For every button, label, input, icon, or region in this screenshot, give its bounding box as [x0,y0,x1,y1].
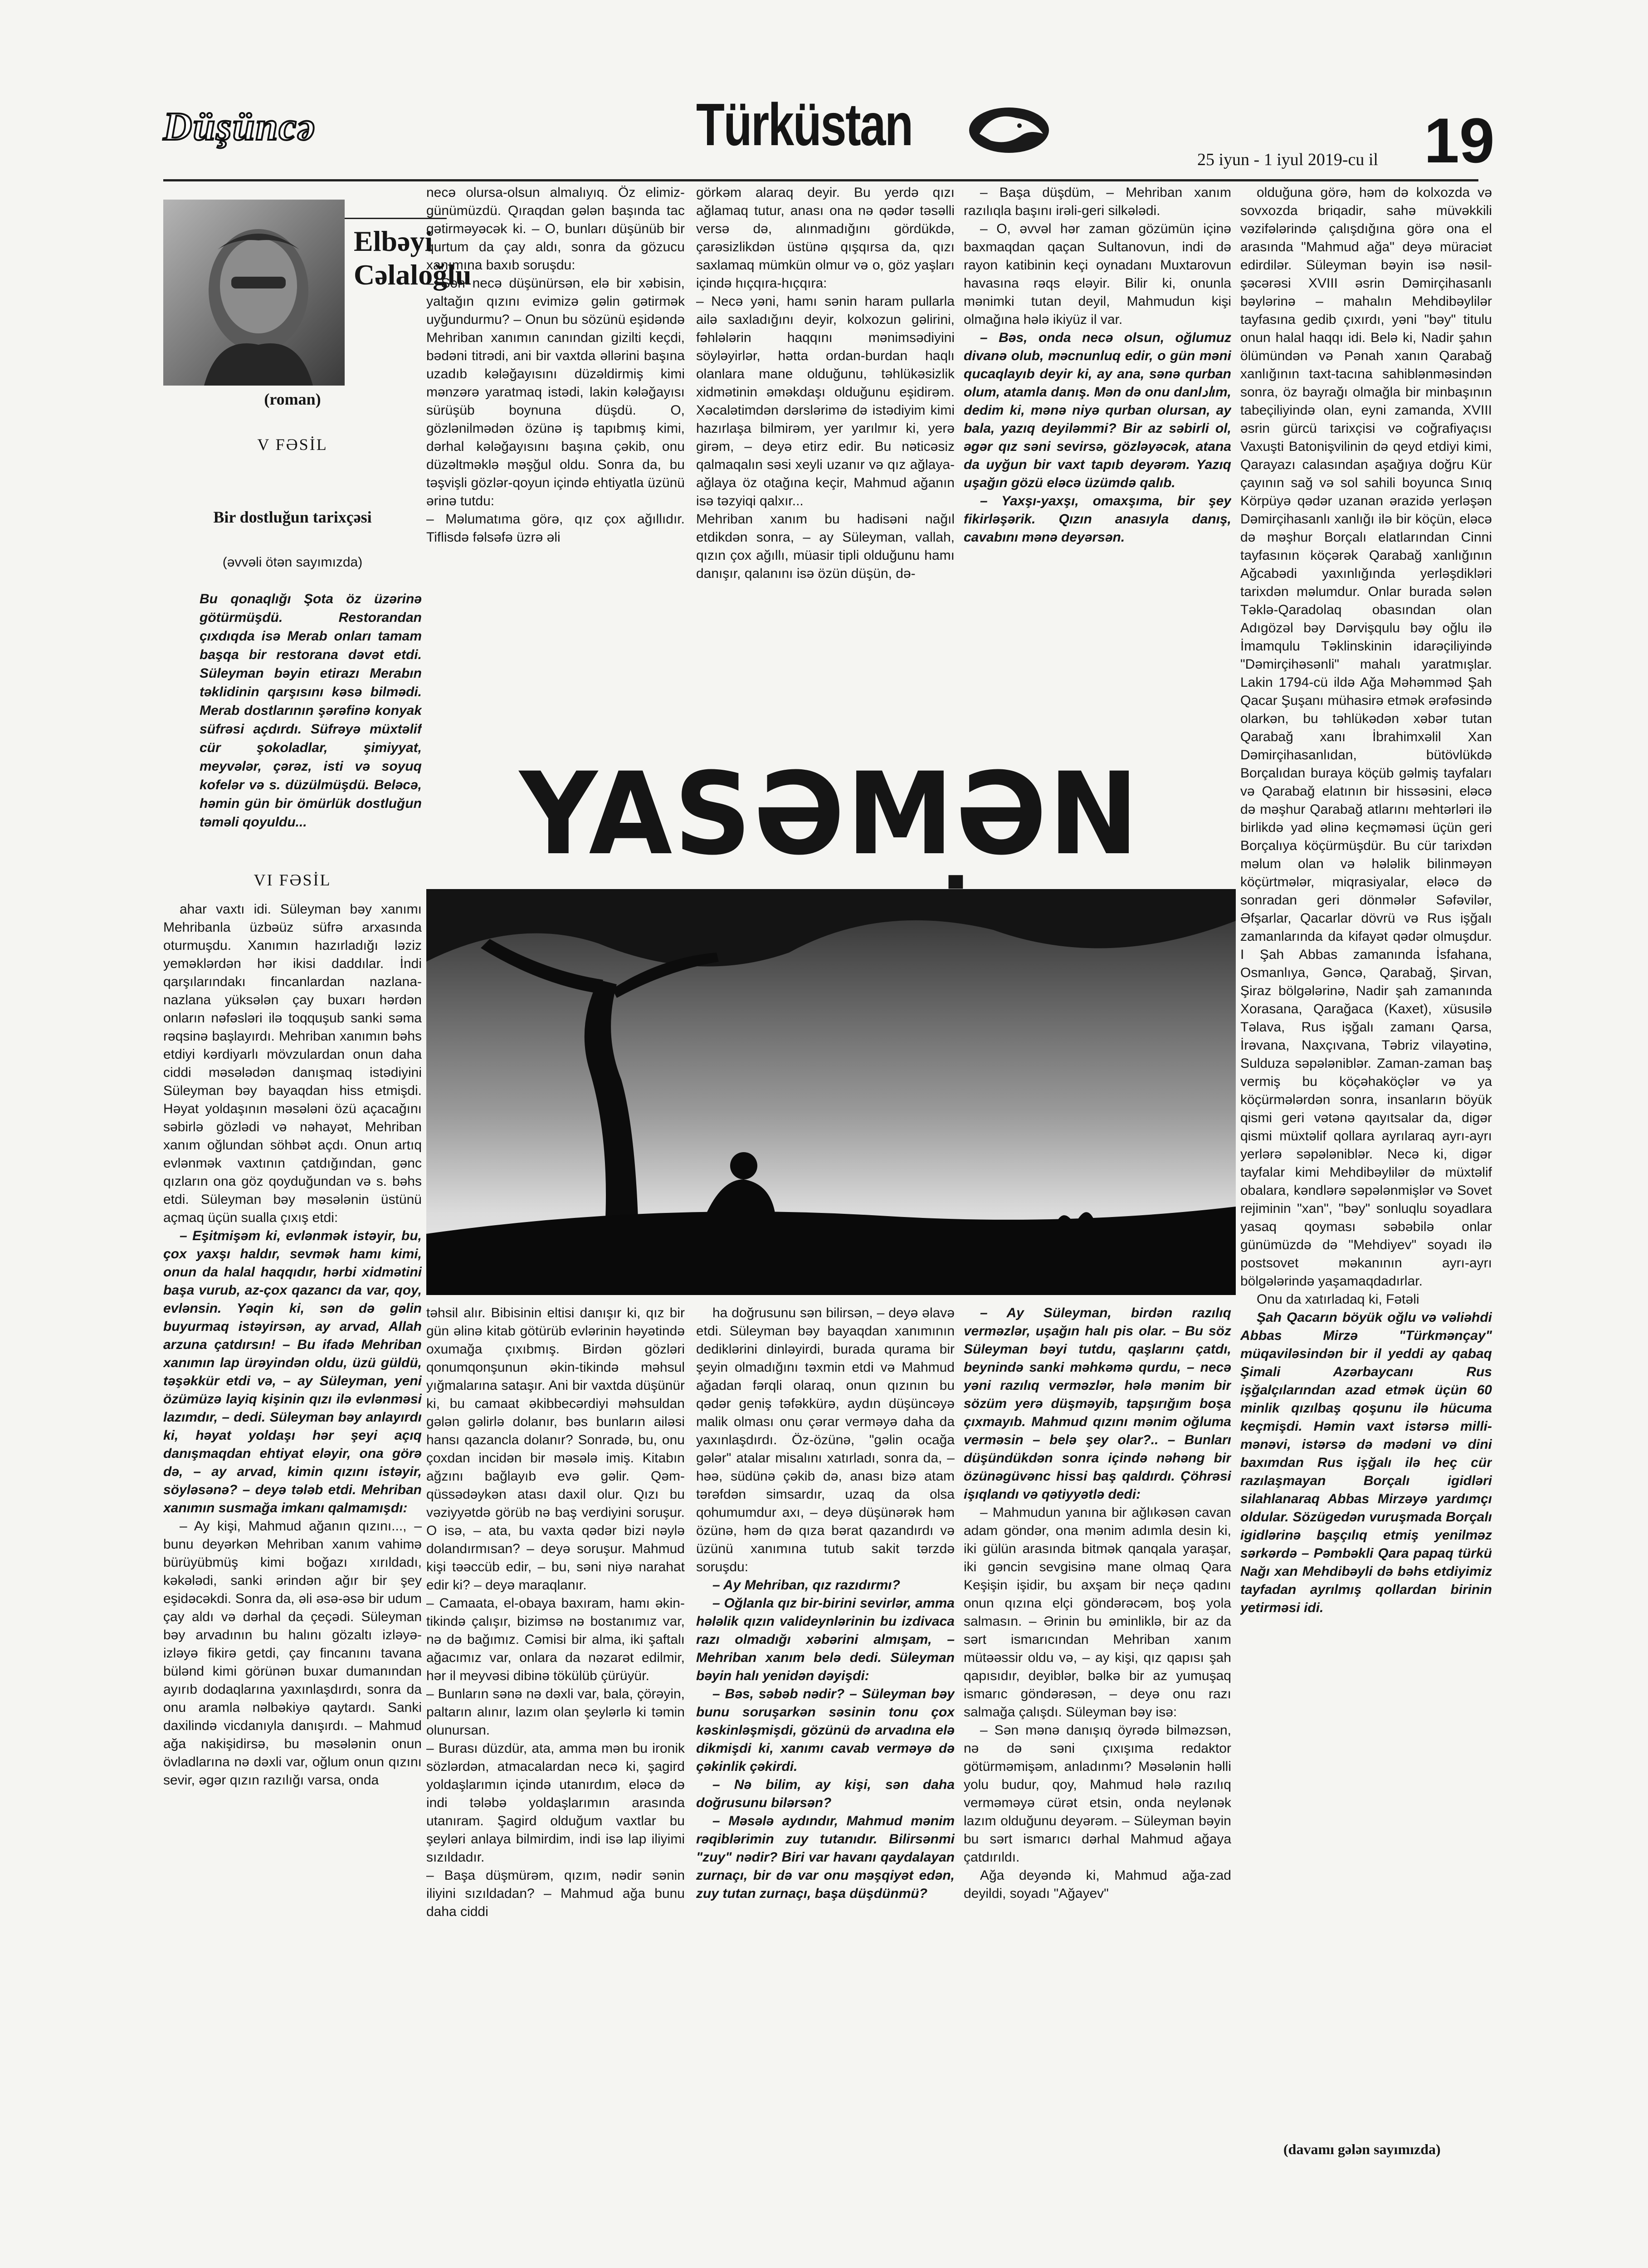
newspaper-masthead: Türküstan [696,91,912,158]
paragraph: – Bəs, səbəb nədir? – Süleyman bəy bunu soruşarkən səsinin tonu çox kəskinləşmişdi, gözünü də arvadına elə dikmişdi ki, xanımı cavab verməyə də çəkinlik çəkirdi. [696,1686,955,1774]
genre-label: (roman) [264,390,321,408]
column-four-bottom-text [964,1304,1231,2152]
column-three-top-text: görkəm alaraq deyir. Bu yerdə qızı ağlamaq tutur, anası ona nə qədər təsəlli versə də, alınmadığını gördükdə, çarəsizlikdən üstünə qışqırsa da, qızı saxlamaq mümkün olmur və o, göz yaşları içində hıçqıra-hıçqıra: – Necə yəni, hamı sənin haram pullarla ailə saxladığını deyir, kolxozun gəlirini, fəhlələrin haqqını mənimsədiyini söyləyirlər, hətta ordan-burdan haqlı olanlara mane olduğunu, təhlükəsizlik xidmətinin əməkdaşı olduğunu eşidirəm. Xəcalətimdən dərslərimə də istədiyim kimi hazırlaşa bilmirəm, yer yarılmır ki, yerə girəm, – deyə etirz edir. Bu nəticəsiz qalmaqalın səsi xeyli uzanır və qız ağlaya-ağlaya öz otağına keçir, Mahmud ağanın isə təzyiqi qalxır... Mehriban xanım bu hadisəni nağıl etdikdən sonra, – ay Süleyman, vallah, qızın çox ağıllı, müasir tipli olduğunu hamı danışır, qalanını isə özün düşün, də- [696,185,955,581]
paragraph: – Nə bilim, ay kişi, sən daha doğrusunu bilərsən? [696,1777,955,1810]
page-number: 19 [1424,105,1495,176]
paragraph: ha doğrusunu sən bilirsən, – deyə əlavə etdi. Süleyman bəy bayaqdan xanımının dediklərini dinləyirdi, burada qurama bir şeyin olmadığını təxmin etdi və Mahmud ağadan fərqli olaraq, onun qızının bu qədər geniş təfəkkürə, aydın düşüncəyə malik olması onu çərar verməyə daha da yaxınlaşdırdı. Öz-özünə, "gəlin ocağa gələr" atalar misalını xatırladı, sonra da, – həə, südünə çəkib də, anası bizə atam tərəfdən simsardır, uzaq da olsa qohumumdur axı, – deyə düşünərək həm özünə, həm də qıza bərat qazandırdı və üzünü xanımına tutub sakit tərzdə soruşdu: [696,1305,955,1574]
paragraph: Şah Qacarın böyük oğlu və vəliəhdi Abbas Mirzə "Türkmənçay" müqaviləsindən bir il yeddi ay qabaq Şimali Azərbaycanı Rus işğalçılarından azad etmək üçün 60 minlik qızılbaş qoşunu ilə hücuma keçmişdi. Həmin vaxt istərsə milli-mənəvi, istərsə də mədəni və dini baxımdan Rus işğalı ilə heç cür razılaşmayan Borçalı igidləri silahlanaraq Abbas Mirzəyə yardımçı oldular. Sözügedən vuruşmada Borçalı igidlərinə başçılıq etmiş yenilməz sərkərdə – Pəmbəkli Qara papaq türkü Nağı xan Mehdibəyli də bəhs etdiyimiz tayfadan ayrılmış qollardan birinin yetirməsi idi. [1240,1310,1492,1615]
column-five-text [1240,184,1492,2136]
chapter-summary: Bu qonaqlığı Şota öz üzərinə götürmüşdü. Restorandan çıxdıqda isə Merab onları tamam başqa bir restorana dəvət etdi. Süleyman bəyin etirazı Merabın təklidinin qarşısını kəsə bilmədi. Merab dostlarının şərəfinə konyak süfrəsi açdırdı. Süfrəyə müxtəlif cür şokoladlar, şimiyyat, meyvələr, çərəz, isti və soyuq kofelər və s. düzülmüşdü. Beləcə, həmin gün bir ömürlük dostluğun təməli qoyuldu... [200,591,422,830]
column-two-bottom-text: təhsil alır. Bibisinin eltisi danışır ki, qız bir gün əlinə kitab götürüb evlərinin həyətində oxumağa çıxıbmış. Birdən gözləri qonumqonşunun əkin-tikində məhsul yığmalarına sataşır. Ani bir vaxtda düşünür ki, bu camaat əkibbecərdiyi məhsuldan gələn gəlirlə dolanır, bəs bunların ailəsi hansı qazancla dolanır? Sonradə, bu, onu çoxdan incidən bir məsələ imiş. Kitabın ağzını bağlayıb evə gəlir. Qəm-qüssədəykən atası daxil olur. Qızı bu vəziyyətdə görüb nə baş verdiyini soruşur. O isə, – ata, bu vaxta qədər bizi nəylə dolandırmısan? – deyə soruşur. Mahmud kişi təəccüb edir, – bu, səni niyə narahat edir ki? – deyə maraqlanır. – Camaata, el-obaya baxıram, hamı əkin-tikində çalışır, bizimsə nə bostanımız var, nə də bağımız. Cəmisi bir alma, iki şaftalı ağacımız var, onlara da nəzarət edilmir, hər il meyvəsi dibinə tökülüb çürüyür. – Bunların sənə nə dəxli var, bala, çörəyin, paltarın alınır, lazım olan şeylərlə ki təmin olunursan. – Burası düzdür, ata, amma mən bu ironik sözlərdən, atmacalardan necə ki, şagird yoldaşlarımın içində utanırdım, eləcə də indi tələbə yoldaşlarımın arasında utanıram. Şagird olduğum vaxtlar bu şeyləri anlaya bilmirdim, indi isə lap iliyimi sızıldadır. – Başa düşmürəm, qızım, nədir sənin iliyini sızıldadan? – Mahmud ağa bunu daha ciddi [426,1305,685,1919]
author-last-name: Cəlaloğlu [354,259,472,291]
section-rubric: Düşüncə [163,105,316,149]
paragraph: – Eşitmişəm ki, evlənmək istəyir, bu, çox yaxşı haldır, sevmək hamı kimi, onun da halal haqqıdır, hərbi xidmətini başa vurub, az-çox qazancı da var, qoy, evlənsin. Yəqin ki, sən də gəlin buyurmaq istəyirsən, ay arvad, Allah arzuna çatdırsın! – Bu ifadə Mehriban xanımın lap ürəyindən oldu, üzü güldü, təşəkkür etdi və, – ay Süleyman, yeni özümüzə layiq kişinin qızı ilə evlənməsi lazımdır, – dedi. Süleyman bəy anlayırdı ki, həyat yoldaşı hər şeyi açıq danışmaqdan ehtiyat eləyir, ona görə də, – ay arvad, kimin qızını istəyir, söyləsənə? – deyə tələb etdi. Mehriban xanımın susmağa imkanı qalmamışdı: [163,1228,422,1515]
paragraph: Ağa deyəndə ki, Mahmud ağa-zad deyildi, soyadı "Ağayev" [964,1868,1231,1901]
paragraph: – Ay kişi, Mahmud ağanın qızını..., – bunu deyərkən Mehriban xanım vahimə bürüyübmüş kimi boğazı xırıldadı, kəkələdi, sanki ərindən ağır bir şey eşidəcəkdi. Sonra da, əli əsə-əsə bir udum çay aldı və dərhal da çeçədi. Süleyman bəy arvadının bu halını gözaltı izləyə-izləyə fikirə getdi, çay fincanını tavana bülənd kimi görünən buxar dumanından ayırıb dodaqlarına yaxınlaşdırdı, sonra da onu aramla nəlbəkiyə qaytardı. Sanki daxilində vicdanıyla danışırdı. – Mahmud ağa nakişidirsə, bu məsələnin onun övladlarına nə dəxli var, oğlum onun qızını sevir, əgər qızın razılığı varsa, onda [163,1519,422,1788]
issue-date: 25 iyun - 1 iyul 2019-cu il [1197,150,1378,169]
tree-reader-illustration [426,889,1236,1295]
paragraph: – Bəs, onda necə olsun, oğlumuz divanə olub, məcnunluq edir, o gün məni qucaqlayıb deyir ki, ay ana, sənə qurban olum, atamla danış. Mən də onu danlادım, dedim ki, mənə niyə qurban olursan, ay bala, yazıq deyiləmmi? Bir az səbirli ol, əgər qız səni sevirsə, gözləyəcək, atana da uyğun bir vaxt tapıb deyərəm. Yazıq uşağın gözü eləcə üzümdə qalıb. [964,330,1231,490]
paragraph: – Sən mənə danışıq öyrədə bilməzsən, nə də səni çıxışıma redaktor götürməmişəm, anladınmı? Məsələnin həlli yolu budur, qoy, Mahmud hələ razılıq verməməyə cürət etsin, onda neylənək lazım olduğunu deyərəm. – Süleyman bəyin bu sərt ismarıcı dərhal Mahmud ağaya çatdırıldı. [964,1723,1231,1865]
author-first-name: Elbəyi [354,225,433,257]
column-one-text [163,900,422,2150]
chapter-five-heading: V FƏSİL [257,435,328,454]
paragraph: – O, əvvəl hər zaman gözümün içinə baxmaqdan qaçan Sultanovun, indi də rayon katibinin keçi oynadanı Muxtarovun havasına rəqs eləyir. Bilir ki, onunla mənimki tutan deyil, Mahmudun kişi olmağına hələ ikiyüz il var. [964,221,1231,327]
paragraph: – Ay Süleyman, birdən razılıq verməzlər, uşağın halı pis olar. – Bu söz Süleyman bəyi tutdu, qaşlarını çatdı, beynində sanki məhkəmə qurdu, – necə yəni razılıq verməzlər, hələ mənim bir sözüm yerə düşməyib, tapşırığım boşa çıxmayıb. Mahmud qızını mənim oğluma verməsin – belə şey olar?.. – Bunları düşündükdən sonra içində nəhəng bir özünəgüvənc hissi baş qaldırdı. Çöhrəsi işıqlandı və qətiyyətlə dedi: [964,1305,1231,1502]
story-title: YASƏMƏN [519,748,1141,880]
paragraph: ahar vaxtı idi. Süleyman bəy xanımı Mehribanla üzbəüz süfrə arxasında oturmuşdu. Xanımın hazırladığı ləziz yeməklərdən hər ikisi daddılar. İndi qarşılarındakı fincanlardan nazlana-nazlana yüksələn çay buxarı hərdən onların nəfəsləri ilə toqquşub sanki səma rəqsinə başlayırdı. Mehriban xanımın bəhs etdiyi kərdiyarlı mövzulardan onun daha ciddi məsələdən danışmaq istədiyini Süleyman bəy bayaqdan hiss etmişdi. Həyat yoldaşının məsələni özü açacağını səbirlə gözlədi və nəhayət, Mehriban xanım oğlundan söhbət açdı. Onun artıq evlənmək vaxtının çatdığından, gənc qızların ona göz qoyduğundan və s. bəhs etdi. Süleyman bəy məsələnin üstünü açmaq üçün sualla çıxış etdi: [163,902,422,1225]
wolf-emblem-icon [966,102,1052,156]
paragraph: olduğuna görə, həm də kolxozda və sovxozda briqadir, sahə müvəkkili vəzifələrində çalışdığına görə ona el arasında "Mahmud ağa" deyə müraciət edirdilər. Süleyman bəyin isə nəsil-şəcərəsi XVIII əsrin Dəmirçihasanlı bəylərinə – mahalın Mehdibəylilər tayfasına gedib çıxırdı, yəni "bəy" titulu onun halal haqqı idi. Belə ki, Nadir şahın ölümündən və Pənah xanın Qarabağ xanlığının taxt-tacına sahiblənməsindən sonra, öz bayrağı olmağla bir minbaşının tabeçiliyində olan, eyni zamanda, XVIII əsrin gürcü tarixçisi və coğrafiyaçısı Vaxuşti Batonişvilinin də qeyd etdiyi kimi, Qarayazı calasından aşağıya doğru Kür çayının sağ və sol sahili boyunca Sınıq Körpüyə qədər uzanan ərazidə yerləşən Dəmirçihasanlı xanlığı ilə bir köçün, eləcə də məşhur Borçalı elatlarından Cinni tayfasının köçərək Qarabağ xanlığının Ağcabədi yaxınlığında yerləşdikləri tarixdən məlumdur. Onlar burada sələn Təklə-Qaradolaq obasından olan Adıgözəl bəy Dərvişqulu bəy oğlu ilə İmamqulu Təklinskinin idarəçiliyində "Dəmirçihəsənli" mahalı yaratmışlar. Lakin 1794-cü ildə Ağa Məhəmməd Şah Qacar Şuşanı mühasirə etmək ərəfəsində olarkən, bu təhlükədən xəbər tutan Qarabağ xanı İbrahimxəlil Xan Dəmirçihasanlıdan, bütövlükdə Borçalıdan buraya köçüb gəlmiş tayfaları və Qarabağ elatının bir hissəsini, eləcə də məşhur Qarabağ atlarını mehtərləri ilə birlikdə yad əlinə keçməməsi üçün geri Borçalıya köçürmüşdür. Bu cür tarixdən məlum olan və hələlik bilinməyən köçürtmələr, miqrasiyalar, eləcə də sonradan geri dönmələr Səfəvilər, Əfşarlar, Qacarlar dövrü və Rus işğalı zamanlarında da kifayət qədər olmuşdur. I Şah Abbas zamanında İsfahana, Osmanlıya, Gəncə, Qarabağ, Şirvan, Şiraz bölgələrinə, Nadir şah zamanında Xorasana, Qarağaca (Kaxet), xüsusilə Təlava, Rus işğalı zamanı Qarsa, İrəvana, Naxçıvana, Təbriz vilayətinə, Sulduza səpələniblər. Zaman-zaman baş vermiş bu köçəhaköçlər və ya köçürmələrdən sonra, insanların böyük qismi geri vətənə qayıtsalar da, digər qismi müxtəlif qollara ayrılaraq ayrı-ayrı yerlərə səpələniblər. Necə ki, digər tayfalar kimi Mehdibəylilər də müxtəlif obalara, kəndlərə səpələnmişlər və Sovet rejiminin "xan", "bəy" sonluqlu soyadlara yasaq qoyması səbəbilə onlar günümüzdə də "Mehdiyev" soyadı ilə postsovet məkanının ayrı-ayrı bölgələrində yaşamaqdadırlar. [1240,185,1492,1289]
column-three-bottom-text [696,1304,955,2152]
paragraph: – Mahmudun yanına bir ağlıkəsən cavan adam göndər, ona mənim adımla desin ki, iki gülün arasında bitmək qanqala yaraşar, iki gəncin sevgisinə mane olmaq Qara Keşişin işidir, bu axşam bir neçə qadını onun qızına elçi göndərəcəm, boş yola salmasın. – Ərinin bu əminliklə, bir az da sərt ismarıcından Mehriban xanım mütəəssir oldu və, – ay kişi, qız qapısı şah qapısıdır, deyiblər, bəlkə bir az yumuşaq ismarıc göndərəsən, – deyə onu razı salmağa çalışdı. Süleyman bəy isə: [964,1505,1231,1720]
chapter-six-heading: VI FƏSİL [254,871,332,889]
chapter-five-title: Bir dostluğun tarixçəsi [213,508,372,526]
column-four-top-text [964,184,1231,742]
paragraph: – Yaxşı-yaxşı, omaxşıma, bir şey fikirləşərik. Qızın anasıyla danış, cavabını mənə deyərsən. [964,494,1231,545]
header-rule [163,179,1478,181]
author-portrait [163,200,345,386]
column-two-top-text: necə olursa-olsun almalıyıq. Öz elimiz-günümüzdü. Qıraqdan gələn başında tac gətirməyəcək ki. – O, bunları düşünüb bir qurtum da çay aldı, sonra da gözucu xanımına baxıb soruşdu: – Sən necə düşünürsən, elə bir xəbisin, yaltağın qızını evimizə gəlin gətirmək uyğundurmu? – Onun bu sözünü eşidəndə Mehriban xanımın canından gizilti keçdi, bədəni titrədi, ani bir vaxtda əllərini başına uzadıb kələğayısını düzəldirmiş kimi mənzərə yaratmaq istədi, lakin kələğayısı sürüşüb boynuna düşdü. O, gözlənilmədən özünə iş tapıbmış kimi, dərhal kələğayısını başına çəkib, onu düzəltməklə məşğul oldu. Sonra da, bu təşvişli gözlər-qoyun içində ehtiyatla üzünü ərinə tutdu: – Məlumatıma görə, qız çox ağıllıdır. Tiflisdə fəlsəfə üzrə əli [426,185,685,545]
paragraph: – Başa düşdüm, – Mehriban xanım razılıqla başını irəli-geri silkələdi. [964,185,1231,218]
paragraph: – Oğlanla qız bir-birini sevirlər, amma hələlik qızın validеynlərinin bu izdivaca razı olmadığı xəbərini almışam, – Mehriban xanım belə dedi. Süleyman bəyin halı yenidən dəyişdi: [696,1596,955,1683]
continued-note: (davamı gələn sayımızda) [1283,2141,1441,2157]
paragraph: Onu da xatırladaq ki, Fətəli [1257,1292,1419,1307]
paragraph: – Məsələ aydındır, Mahmud mənim rəqiblərimin zuy tutanıdır. Bilirsənmi "zuy" nədir? Biri var havanı qaydalayan zurnaçı, bir də var onu məşqiyət edən, zuy tutan zurnaçı, başa düşdünmü? [696,1813,955,1901]
previous-issue-note: (əvvəli ötən sayımızda) [222,555,363,570]
paragraph: – Ay Mehriban, qız razıdırmı? [712,1578,900,1593]
